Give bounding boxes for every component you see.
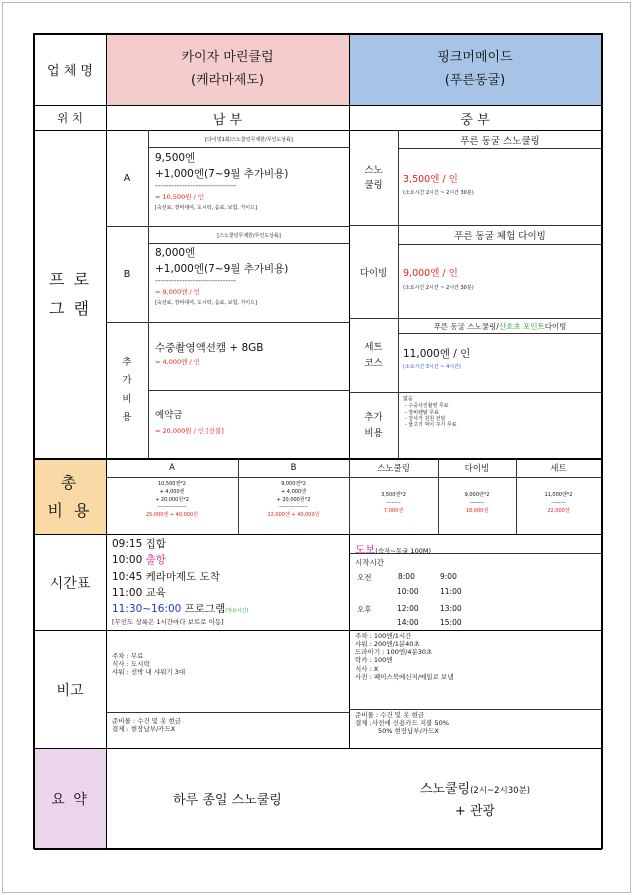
pink-extra-label-2: 비용 [364,427,383,439]
company-label-text: 업 체 명 [47,64,93,79]
program-b-detail [155,247,347,306]
total-header-a-text: A [169,463,175,473]
pink-dive-detail [403,268,599,291]
company-a-name [106,34,349,105]
extra-cost-label-a-1: 추 [122,357,132,369]
notes-a-prep: 준비물 : 수건 및 옷 현금 [112,717,182,725]
extra-cost-label-a-3: 비 [122,393,132,405]
total-calc-snorkel [349,491,438,515]
pink-extra-item-2: - 장비렌탈 무료 [405,409,439,416]
program-a-per-person: = 10,500원 / 인 [155,192,205,201]
program-label-line1: 프 로 [49,269,91,289]
schedule-b-am [357,572,372,583]
program-b-price: 8,000엔 [155,247,196,259]
schedule-a-line4: 11:00 교육 [112,586,166,599]
pink-dive-price: 9,000엔 / 인 [403,268,458,279]
notes-label [34,631,106,748]
schedule-a-line5 [112,601,348,617]
total-calc-a [106,481,238,520]
schedule-a-line2-time: 10:00 [112,554,146,567]
summary-b-line2: + 관광 [454,804,496,820]
schedule-label-text: 시간표 [49,575,91,592]
schedule-a-line5-time: 11:30~16:00 [112,603,185,616]
pink-extra-title: 없음 [403,396,413,402]
schedule-a-line2-depart: 출항 [145,554,166,567]
pink-snorkel-price: 3,500엔 / 인 [403,174,458,185]
schedule-a-line5-program: 프로그램 [184,603,226,616]
total-calc-a-1: 10,500엔*2 [157,481,186,487]
schedule-b-start-text: 시작시간 [355,558,384,567]
total-header-snorkel-text: 스노쿨링 [377,464,410,474]
schedule-b-time-3b-text: 13:00 [440,604,462,613]
program-a-extra: +1,000엔(7~9월 추가비용) [155,168,289,181]
total-calc-dive-1: 9,000엔*2 [464,492,490,498]
location-label [34,106,106,130]
summary-label-text: 요 약 [51,791,89,808]
program-b-included: [숙선료, 장비대여, 도시락, 음료, 보험, 가이드] [155,299,257,306]
extra-cost-label-a [106,323,148,458]
location-b [349,106,601,130]
location-a-text: 남 부 [212,112,243,128]
program-b-tag-text: [스노쿨링무제한/무인도상륙] [217,232,281,239]
pink-set-header-post: 다이빙 [544,321,567,331]
notes-a-top [112,652,348,676]
program-b-code-text: B [123,269,131,280]
total-calc-dive-dashes: -------- [469,500,485,506]
pink-extra-item-4: - 물고기 먹이 주기 무료 [405,422,457,428]
notes-a-payment: 결제 : 현장납부/카드X [112,725,176,734]
pink-snorkel-label-2: 쿨링 [364,180,383,191]
program-a-included: [숙선료, 장비대여, 도시락, 음료, 보험, 가이드] [155,204,257,211]
pink-snorkel-header-text: 푸른 동굴 스노쿨링 [460,135,540,147]
total-calc-set-result: 22,000엔 [547,508,570,514]
pink-snorkel-label [349,131,398,225]
notes-a-shower: 샤워 : 선박 내 샤워기 3대 [112,668,186,677]
pink-dive-duration: (소요시간 2시간 ~ 2시간 30분) [403,284,474,291]
schedule-b-time-1b-text: 9:00 [440,572,457,581]
program-label [34,131,106,458]
total-label-line2: 비 용 [47,500,93,520]
total-header-set [516,459,601,477]
schedule-b-time-4b-text: 15:00 [440,618,462,627]
program-a-code [106,131,148,226]
extra-item-camera-price: = 4,000엔 / 인 [155,358,201,367]
program-b-extra: +1,000엔(7~9월 추가비용) [155,263,289,276]
schedule-b-time-2a [397,587,419,596]
pink-extra-item-1: - 수중사진촬영 무료 [405,403,449,410]
summary-a-text: 하루 종일 스노쿨링 [173,793,282,808]
summary-b-line1 [420,774,530,801]
pink-snorkel-detail [403,174,599,196]
total-label [34,459,106,534]
schedule-b-time-4b [440,618,462,627]
pink-extra-item-3: - 강사가 전원 전담 [405,415,446,422]
notes-a-parking: 주차 : 무료 [112,652,144,660]
total-header-dive [438,459,516,477]
pink-set-label [349,319,398,392]
pink-extra-label-1: 추가 [364,412,383,424]
pink-set-duration: (소요시간 3시간 ~ 4시간) [403,364,461,371]
location-a [106,106,349,130]
total-header-set-text: 세트 [550,464,567,474]
notes-b-payment-2: 50% 현장납부/카드X [378,727,439,736]
total-calc-snorkel-dashes: -------- [386,500,401,506]
notes-b-top [355,632,599,681]
notes-a-bottom [112,717,348,733]
extra-item-deposit-name: 예약금 [155,410,183,421]
pink-dive-header-text: 푸른 동굴 체험 다이빙 [454,231,546,242]
schedule-b-time-2b [440,587,462,596]
summary-b [349,749,601,848]
total-calc-a-dashes: ---------------- [157,504,187,511]
schedule-a-line5-note: (자유시간) [225,608,249,615]
notes-b-locker: 락카 : 100엔 [355,656,393,665]
total-calc-set-dashes: -------- [551,500,566,506]
schedule-b-time-2a-text: 10:00 [397,587,419,596]
company-b-name-line1: 핑크머메이드 [437,50,513,66]
location-b-text: 중 부 [460,112,490,128]
pink-dive-header [399,226,601,244]
total-calc-b-result: 22,000엔 + 40,000원 [267,512,320,518]
program-a-tag-text: [다이빙1회/스노쿨링무제한/무인도상륙] [205,136,293,143]
total-calc-dive [438,491,516,515]
summary-b-main: 스노쿨링 [419,781,471,797]
program-a-dashes: ------------------------------ [155,181,237,191]
pink-set-header [399,319,601,333]
schedule-a-line3: 10:45 케라마제도 도착 [112,570,220,583]
pink-set-label-1: 세트 [364,342,383,354]
pink-snorkel-duration: (소요시간 2시간 ~ 2시간 30분) [403,189,474,196]
schedule-b-time-1a-text: 8:00 [398,572,415,581]
schedule-a-line2 [112,552,348,568]
total-header-b [238,459,349,477]
location-label-text: 위 치 [57,111,83,125]
notes-label-text: 비고 [56,682,84,699]
program-b-per-person: = 9,000엔 / 인 [155,287,201,296]
schedule-b-walk-label: 도보 [355,544,376,556]
notes-b-meal: 식사 : X [355,664,379,673]
total-header-dive-text: 다이빙 [464,464,490,474]
notes-b-prep: 준비물 : 수건 및 옷 현금 [355,711,425,719]
total-header-b-text: B [290,463,297,473]
schedule-b-pm [357,604,372,615]
total-calc-set-1: 11,000엔*2 [544,492,573,498]
company-b-name [349,34,601,105]
notes-a-meal: 식사 : 도시락 [112,660,150,669]
notes-b-payment: 결제 :사전에 신용카드 지불 50% [355,719,449,728]
total-calc-b-3: + 20,000원*2 [276,496,311,503]
company-a-name-line2: (케라마제도) [191,72,264,88]
schedule-b-walk [355,538,599,557]
total-calc-snorkel-1: 3,500엔*2 [381,492,406,498]
total-calc-a-result: 25,000엔 + 40,000원 [145,512,199,518]
pink-snorkel-label-1: 스노 [364,164,383,176]
program-a-code-text: A [123,173,131,184]
pink-set-header-coral: 산호초 포인트 [498,321,545,331]
notes-b-bottom [355,711,599,735]
total-header-snorkel [349,459,438,477]
pink-set-price: 11,000엔 / 인 [403,348,471,360]
total-calc-b-1: 9,000엔*2 [281,481,306,487]
schedule-b-walk-note: (숙자~동굴 100M) [375,547,432,555]
company-a-name-line1: 카이자 마린클럽 [181,50,274,66]
extra-item-deposit [155,410,347,435]
schedule-b-start-label [355,557,384,568]
pink-dive-label [349,226,398,318]
schedule-b-time-1a [398,572,415,581]
summary-label [34,749,106,848]
schedule-b-am-text: 오전 [357,573,372,582]
schedule-b-time-3b [440,604,462,613]
schedule-b-pm-text: 오후 [357,605,372,614]
program-a-tag [149,131,349,147]
total-header-a [106,459,238,477]
notes-b-dryer: 드라이기 : 100엔/4분30초 [355,648,433,657]
company-b-name-line2: (푸른동굴) [444,72,506,88]
pink-extra-label [349,393,398,458]
pink-dive-label-1: 다이빙 [359,268,388,279]
summary-a [106,749,349,848]
total-calc-b-2: + 4,000엔 [281,488,306,495]
total-calc-dive-result: 18,000엔 [465,508,489,514]
extra-item-camera [155,342,347,366]
extra-cost-label-a-2: 가 [122,375,132,387]
program-a-price: 9,500엔 [155,152,196,164]
pink-set-detail [403,348,599,370]
pink-snorkel-header [399,131,601,148]
pink-extra-detail [403,396,599,428]
total-calc-b-dashes: ---------------- [279,504,308,511]
company-label [34,34,106,105]
summary-b-duration: (2시~2시30분) [470,785,531,796]
schedule-b-time-3a-text: 12:00 [397,604,419,613]
program-a-detail [155,152,347,211]
schedule-b-time-1b [440,572,457,581]
total-calc-b [238,481,349,520]
notes-b-parking: 주차 : 100엔/1시간 [355,632,412,640]
extra-item-deposit-price: = 20,000원 / 인 [선불] [155,426,224,435]
schedule-b-time-2b-text: 11:00 [440,587,462,596]
pink-set-label-2: 코스 [364,357,383,369]
extra-item-camera-name: 수중촬영액션캠 + 8GB [155,342,264,354]
notes-b-photo: 사진 : 페이스북메신저/메일로 보냄 [355,672,454,681]
schedule-a-line6: [무인도 상륙은 1시간마다 보트로 이동] [112,618,224,627]
schedule-label [34,535,106,630]
program-b-code [106,227,148,322]
schedule-a [112,536,348,628]
notes-b-shower: 샤워 : 200엔/1분40초 [355,640,420,649]
program-b-dashes: ------------------------------ [155,276,237,286]
program-label-line2: 그 램 [49,298,91,318]
pink-set-header-pre: 푸른 동굴 스노쿨링/ [433,321,499,331]
extra-cost-label-a-4: 용 [122,411,132,423]
total-calc-snorkel-result: 7,000엔 [383,508,404,514]
total-calc-a-3: + 20,000원*2 [155,496,189,503]
schedule-a-line1: 09:15 집합 [112,538,166,550]
total-label-line1: 총 [60,473,80,493]
schedule-b-time-3a [397,604,419,613]
schedule-b-time-4a [397,618,419,627]
total-calc-set [516,491,601,515]
program-b-tag [149,227,349,243]
total-calc-a-2: + 4,000엔 [159,488,185,495]
schedule-b-time-4a-text: 14:00 [397,618,419,627]
